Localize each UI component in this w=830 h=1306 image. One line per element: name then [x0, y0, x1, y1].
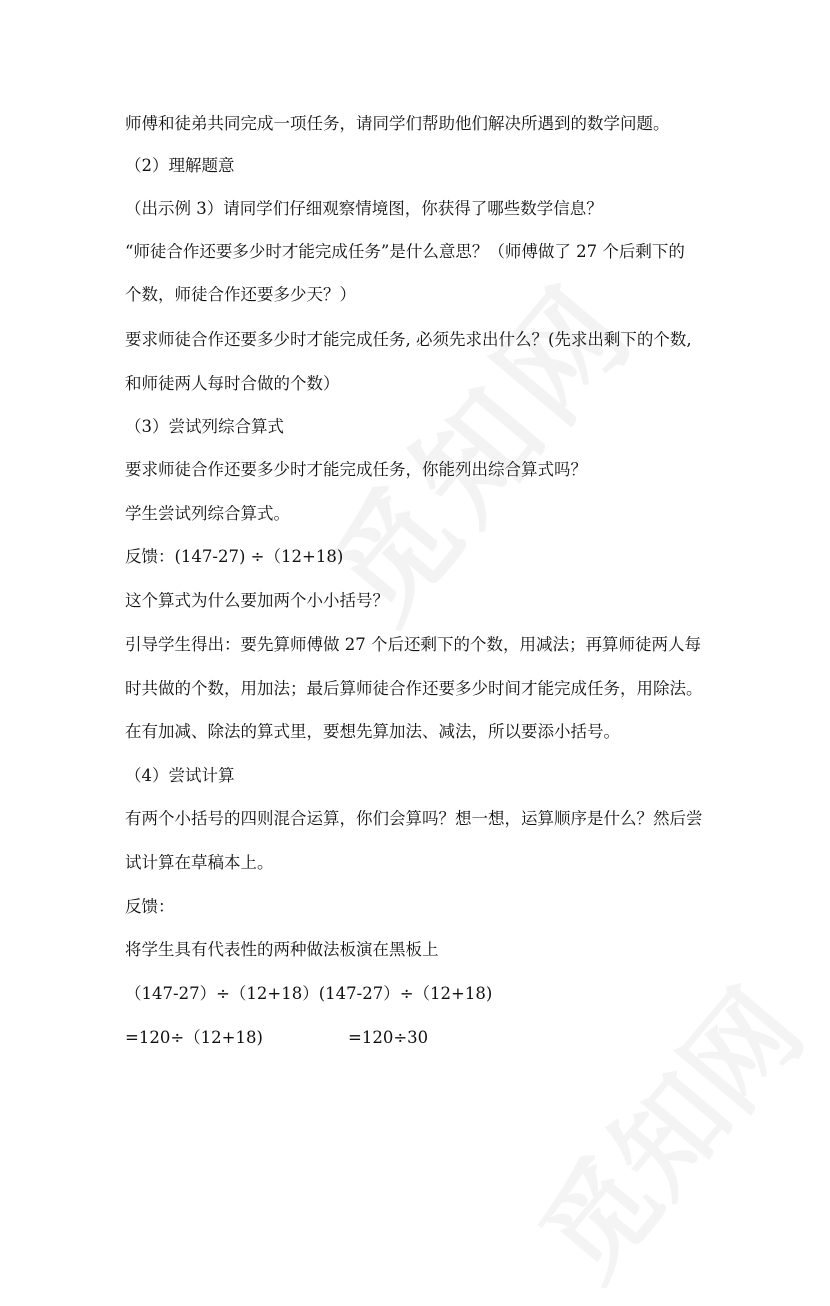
- paragraph-line: 这个算式为什么要加两个小小括号？: [125, 591, 389, 610]
- paragraph-line: 试计算在草稿本上。: [125, 853, 274, 872]
- paragraph-line: 要求师徒合作还要多少时才能完成任务，你能列出综合算式吗？: [125, 460, 587, 479]
- formula-line-right: =120÷30: [348, 1028, 429, 1047]
- paragraph-line: 和师徒两人每时合做的个数）: [125, 374, 340, 393]
- section-heading: （4）尝试计算: [125, 766, 235, 785]
- paragraph-line: 将学生具有代表性的两种做法板演在黑板上: [125, 940, 439, 959]
- paragraph-line: 学生尝试列综合算式。: [125, 504, 290, 523]
- paragraph-line: 个数，师徒合作还要多少天？）: [125, 285, 356, 304]
- formula-line: 反馈：(147-27) ÷（12+18): [125, 547, 344, 566]
- section-heading: （2）理解题意: [125, 156, 235, 175]
- section-heading: （3）尝试列综合算式: [125, 417, 284, 436]
- paragraph-line: 时共做的个数，用加法；最后算师徒合作还要多少时间才能完成任务，用除法。: [125, 679, 703, 698]
- formula-line: （147-27）÷（12+18）(147-27）÷（12+18): [125, 984, 493, 1003]
- paragraph-line: 有两个小括号的四则混合运算，你们会算吗？想一想，运算顺序是什么？然后尝: [125, 809, 703, 828]
- paragraph-line: 反馈：: [125, 897, 175, 916]
- paragraph-line: （出示例 3）请同学们仔细观察情境图，你获得了哪些数学信息？: [125, 199, 603, 218]
- paragraph-line: 师傅和徒弟共同完成一项任务，请同学们帮助他们解决所遇到的数学问题。: [125, 114, 670, 133]
- paragraph-line: “师徒合作还要多少时才能完成任务”是什么意思？（师傅做了 27 个后剩下的: [125, 242, 685, 261]
- paragraph-line: 引导学生得出：要先算师傅做 27 个后还剩下的个数，用减法；再算师徒两人每: [125, 635, 701, 654]
- watermark-bottom: [498, 952, 830, 1306]
- formula-line-left: =120÷（12+18): [125, 1028, 263, 1047]
- paragraph-line: 在有加减、除法的算式里，要想先算加法、减法，所以要添小括号。: [125, 722, 620, 741]
- paragraph-line: 要求师徒合作还要多少时才能完成任务, 必须先求出什么？(先求出剩下的个数,: [125, 330, 692, 349]
